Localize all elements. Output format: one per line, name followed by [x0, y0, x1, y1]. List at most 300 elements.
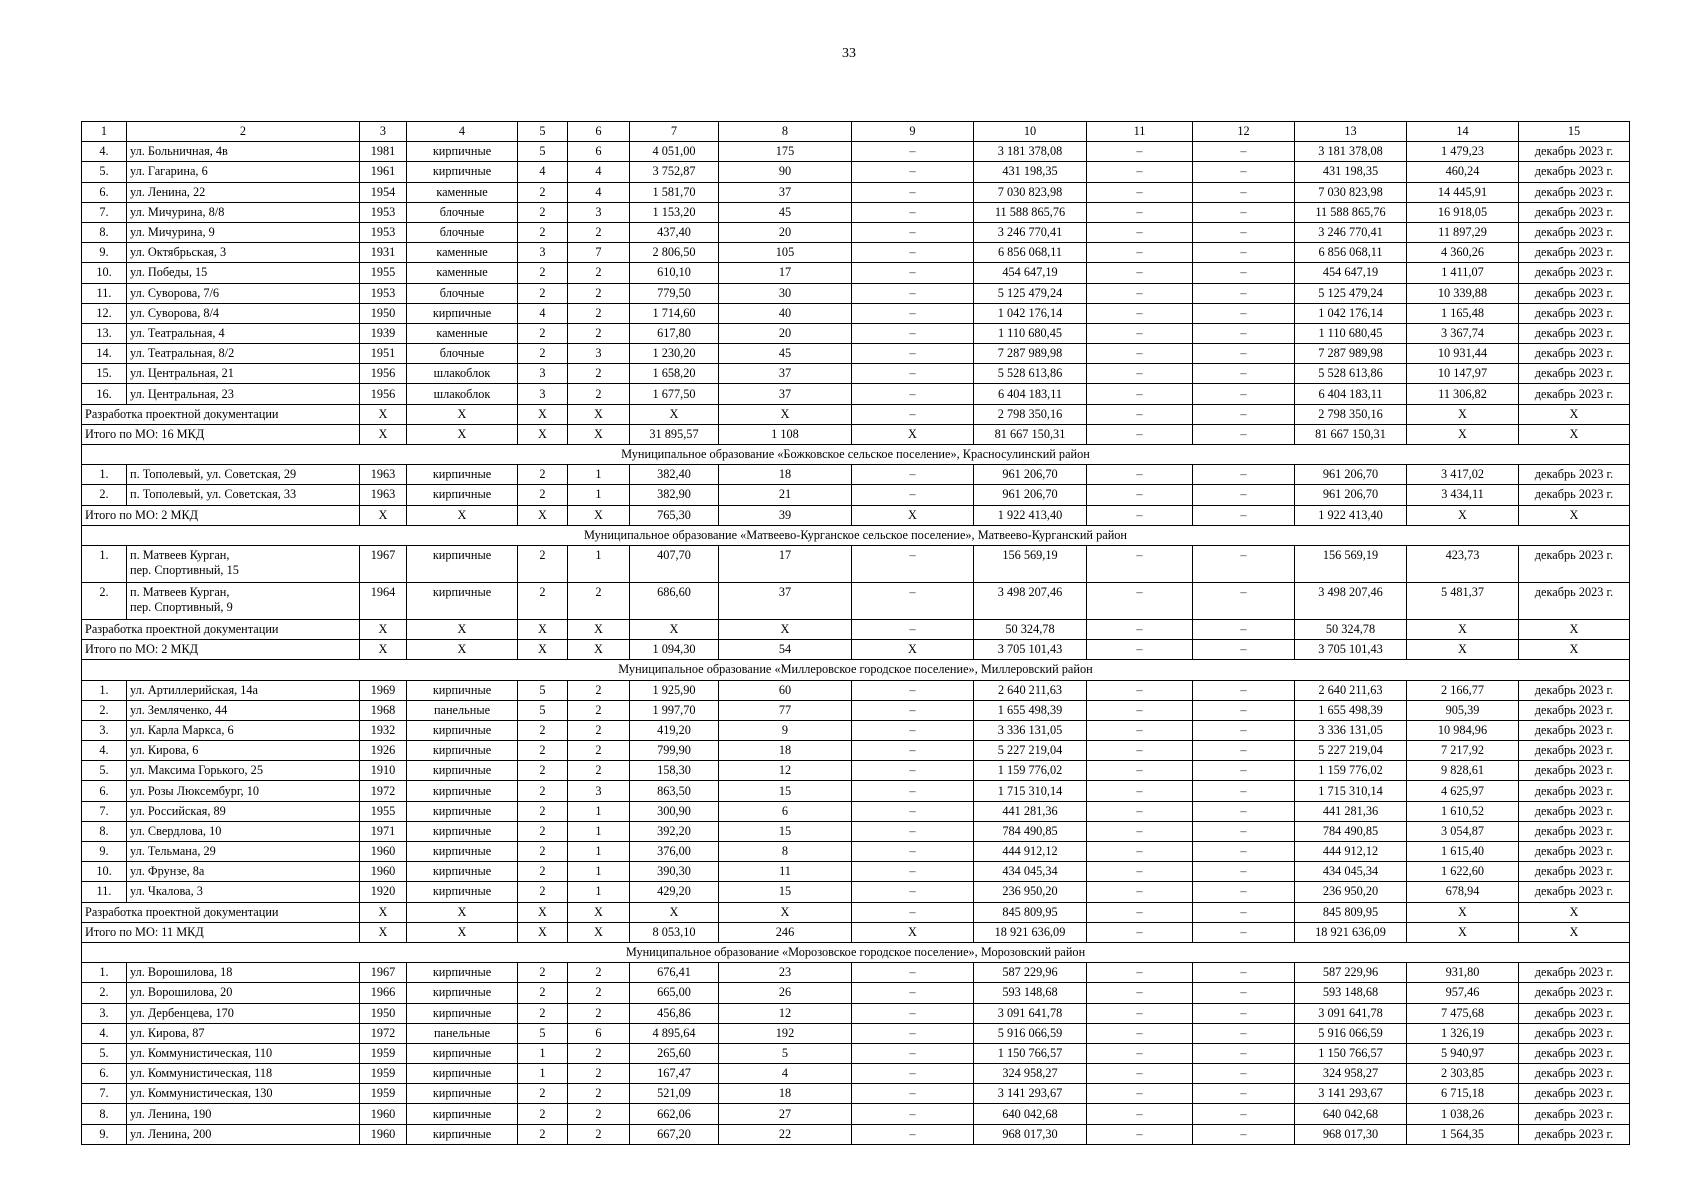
- table-cell: 5 227 219,04: [974, 741, 1087, 761]
- table-cell: 667,20: [630, 1124, 719, 1144]
- column-number-row: [82, 122, 1630, 142]
- address-cell: ул. Мичурина, 8/8: [127, 202, 360, 222]
- table-cell: –: [852, 182, 974, 202]
- table-cell: 444 912,12: [1295, 842, 1407, 862]
- table-cell: 265,60: [630, 1043, 719, 1063]
- table-cell: 156 569,19: [974, 545, 1087, 582]
- table-cell: –: [852, 862, 974, 882]
- summary-cell: X: [1519, 922, 1630, 942]
- table-cell: декабрь 2023 г.: [1519, 700, 1630, 720]
- table-cell: 1960: [360, 842, 407, 862]
- table-cell: декабрь 2023 г.: [1519, 182, 1630, 202]
- table-cell: 1: [568, 485, 630, 505]
- table-cell: 3 091 641,78: [974, 1003, 1087, 1023]
- table-cell: 3 336 131,05: [974, 720, 1087, 740]
- summary-cell: X: [852, 640, 974, 660]
- table-cell: 4: [518, 162, 568, 182]
- table-cell: 1960: [360, 1124, 407, 1144]
- housing-repair-table: [81, 121, 1630, 1145]
- table-cell: 2: [518, 741, 568, 761]
- table-row: [82, 465, 1630, 485]
- table-cell: декабрь 2023 г.: [1519, 821, 1630, 841]
- table-cell: –: [1087, 344, 1193, 364]
- table-cell: 300,90: [630, 801, 719, 821]
- table-cell: –: [1087, 821, 1193, 841]
- column-number: 3: [360, 122, 407, 142]
- table-cell: 5 528 613,86: [1295, 364, 1407, 384]
- table-cell: 2: [518, 485, 568, 505]
- table-cell: 382,40: [630, 465, 719, 485]
- table-cell: 686,60: [630, 582, 719, 619]
- table-cell: 9.: [82, 243, 127, 263]
- summary-cell: 2 798 350,16: [1295, 404, 1407, 424]
- table-cell: декабрь 2023 г.: [1519, 202, 1630, 222]
- table-cell: 7 217,92: [1407, 741, 1519, 761]
- table-cell: –: [1193, 781, 1295, 801]
- column-number: 13: [1295, 122, 1407, 142]
- table-cell: 665,00: [630, 983, 719, 1003]
- table-cell: 2: [518, 862, 568, 882]
- table-cell: 1959: [360, 1064, 407, 1084]
- table-cell: 2: [568, 1003, 630, 1023]
- table-cell: –: [1193, 485, 1295, 505]
- table-cell: 5.: [82, 162, 127, 182]
- summary-cell: 845 809,95: [974, 902, 1087, 922]
- table-cell: 2: [518, 323, 568, 343]
- table-cell: 1 159 776,02: [1295, 761, 1407, 781]
- table-cell: –: [1087, 545, 1193, 582]
- table-cell: кирпичные: [407, 1043, 518, 1063]
- table-row: [82, 741, 1630, 761]
- summary-cell: –: [1193, 922, 1295, 942]
- table-cell: 587 229,96: [974, 963, 1087, 983]
- table-cell: 1950: [360, 303, 407, 323]
- table-cell: –: [852, 781, 974, 801]
- table-cell: 9.: [82, 1124, 127, 1144]
- summary-cell: X: [1519, 640, 1630, 660]
- summary-cell: X: [518, 902, 568, 922]
- table-cell: 1971: [360, 821, 407, 841]
- table-cell: 11.: [82, 882, 127, 902]
- summary-cell: X: [719, 404, 852, 424]
- table-cell: 40: [719, 303, 852, 323]
- table-cell: 105: [719, 243, 852, 263]
- table-cell: 2: [518, 545, 568, 582]
- table-cell: 456,86: [630, 1003, 719, 1023]
- table-cell: 45: [719, 202, 852, 222]
- table-cell: 2: [568, 1064, 630, 1084]
- summary-cell: 18 921 636,09: [1295, 922, 1407, 942]
- table-cell: 1 581,70: [630, 182, 719, 202]
- table-cell: 1 658,20: [630, 364, 719, 384]
- table-cell: –: [1193, 882, 1295, 902]
- table-cell: декабрь 2023 г.: [1519, 680, 1630, 700]
- table-cell: 18: [719, 741, 852, 761]
- table-cell: –: [1087, 1023, 1193, 1043]
- table-cell: 779,50: [630, 283, 719, 303]
- table-cell: кирпичные: [407, 842, 518, 862]
- address-cell: ул. Больничная, 4в: [127, 142, 360, 162]
- table-cell: 454 647,19: [1295, 263, 1407, 283]
- table-cell: 22: [719, 1124, 852, 1144]
- table-cell: 6 404 183,11: [974, 384, 1087, 404]
- table-cell: 3 498 207,46: [1295, 582, 1407, 619]
- table-cell: 2: [518, 801, 568, 821]
- table-cell: 437,40: [630, 222, 719, 242]
- address-line-1: п. Матвеев Курган,: [130, 547, 230, 562]
- table-cell: 4.: [82, 142, 127, 162]
- table-cell: 18: [719, 465, 852, 485]
- table-cell: –: [1193, 182, 1295, 202]
- table-cell: 9: [719, 720, 852, 740]
- summary-cell: 18 921 636,09: [974, 922, 1087, 942]
- table-row: [82, 222, 1630, 242]
- summary-label: Итого по МО: 2 МКД: [82, 640, 360, 660]
- summary-cell: 3 705 101,43: [1295, 640, 1407, 660]
- table-cell: –: [852, 1064, 974, 1084]
- summary-cell: –: [1087, 619, 1193, 639]
- table-cell: каменные: [407, 182, 518, 202]
- column-number: 14: [1407, 122, 1519, 142]
- table-cell: 961 206,70: [974, 465, 1087, 485]
- table-cell: 5.: [82, 1043, 127, 1063]
- address-cell: ул. Театральная, 8/2: [127, 344, 360, 364]
- table-cell: 444 912,12: [974, 842, 1087, 862]
- table-cell: 7 287 989,98: [1295, 344, 1407, 364]
- section-heading: Муниципальное образование «Матвеево-Курганское сельское поселение», Матвеево-Курганский район: [82, 525, 1630, 545]
- table-cell: 37: [719, 364, 852, 384]
- summary-cell: X: [407, 505, 518, 525]
- table-row: [82, 842, 1630, 862]
- summary-cell: –: [1193, 404, 1295, 424]
- summary-row: [82, 619, 1630, 639]
- table-cell: 1 677,50: [630, 384, 719, 404]
- table-cell: 3 417,02: [1407, 465, 1519, 485]
- table-cell: 431 198,35: [974, 162, 1087, 182]
- table-cell: 784 490,85: [1295, 821, 1407, 841]
- table-cell: –: [1087, 680, 1193, 700]
- table-cell: 37: [719, 582, 852, 619]
- table-row: [82, 364, 1630, 384]
- table-row: [82, 781, 1630, 801]
- table-cell: 6.: [82, 781, 127, 801]
- summary-label: Разработка проектной документации: [82, 404, 360, 424]
- table-cell: 77: [719, 700, 852, 720]
- table-cell: 2: [568, 1104, 630, 1124]
- table-cell: декабрь 2023 г.: [1519, 243, 1630, 263]
- table-cell: 3: [568, 202, 630, 222]
- table-cell: 6: [568, 142, 630, 162]
- table-cell: 11 588 865,76: [1295, 202, 1407, 222]
- table-cell: 376,00: [630, 842, 719, 862]
- table-cell: 175: [719, 142, 852, 162]
- table-cell: –: [1087, 761, 1193, 781]
- table-row: [82, 1084, 1630, 1104]
- address-cell: ул. Свердлова, 10: [127, 821, 360, 841]
- summary-cell: X: [407, 424, 518, 444]
- table-cell: 37: [719, 182, 852, 202]
- table-cell: –: [1087, 182, 1193, 202]
- table-cell: кирпичные: [407, 680, 518, 700]
- table-cell: 2: [568, 983, 630, 1003]
- table-cell: –: [1087, 1043, 1193, 1063]
- table-cell: 2: [568, 720, 630, 740]
- table-cell: кирпичные: [407, 303, 518, 323]
- table-row: [82, 283, 1630, 303]
- table-cell: 2: [568, 1084, 630, 1104]
- table-cell: 2 640 211,63: [1295, 680, 1407, 700]
- summary-cell: 31 895,57: [630, 424, 719, 444]
- column-number: 6: [568, 122, 630, 142]
- table-cell: декабрь 2023 г.: [1519, 465, 1630, 485]
- summary-cell: –: [1193, 505, 1295, 525]
- summary-label: Разработка проектной документации: [82, 902, 360, 922]
- table-cell: 521,09: [630, 1084, 719, 1104]
- summary-row: [82, 640, 1630, 660]
- table-cell: декабрь 2023 г.: [1519, 741, 1630, 761]
- summary-cell: X: [568, 424, 630, 444]
- table-cell: 1 715 310,14: [974, 781, 1087, 801]
- table-cell: 2: [568, 1043, 630, 1063]
- summary-cell: 1 922 413,40: [1295, 505, 1407, 525]
- address-cell: ул. Суворова, 8/4: [127, 303, 360, 323]
- table-cell: 3 246 770,41: [974, 222, 1087, 242]
- summary-cell: –: [1193, 902, 1295, 922]
- table-cell: 2 640 211,63: [974, 680, 1087, 700]
- table-cell: декабрь 2023 г.: [1519, 983, 1630, 1003]
- table-cell: 1 038,26: [1407, 1104, 1519, 1124]
- table-cell: –: [852, 983, 974, 1003]
- table-cell: –: [1193, 1064, 1295, 1084]
- table-row: [82, 963, 1630, 983]
- summary-cell: X: [360, 640, 407, 660]
- summary-cell: X: [719, 902, 852, 922]
- table-row: [82, 303, 1630, 323]
- table-cell: 784 490,85: [974, 821, 1087, 841]
- address-line-2: пер. Спортивный, 9: [130, 599, 233, 614]
- table-cell: –: [852, 202, 974, 222]
- table-cell: –: [852, 323, 974, 343]
- table-cell: 460,24: [1407, 162, 1519, 182]
- table-cell: 15.: [82, 364, 127, 384]
- table-cell: –: [852, 761, 974, 781]
- table-cell: кирпичные: [407, 142, 518, 162]
- table-cell: кирпичные: [407, 882, 518, 902]
- table-cell: 1951: [360, 344, 407, 364]
- table-cell: декабрь 2023 г.: [1519, 545, 1630, 582]
- table-cell: 640 042,68: [1295, 1104, 1407, 1124]
- summary-cell: X: [568, 902, 630, 922]
- summary-cell: 845 809,95: [1295, 902, 1407, 922]
- table-cell: 10 931,44: [1407, 344, 1519, 364]
- table-cell: 60: [719, 680, 852, 700]
- table-cell: 6 856 068,11: [974, 243, 1087, 263]
- table-cell: –: [1087, 384, 1193, 404]
- table-cell: –: [1087, 1003, 1193, 1023]
- table-cell: –: [852, 842, 974, 862]
- summary-cell: 1 094,30: [630, 640, 719, 660]
- table-cell: 2: [518, 465, 568, 485]
- table-cell: 10.: [82, 862, 127, 882]
- table-cell: 2: [568, 1124, 630, 1144]
- summary-row: [82, 922, 1630, 942]
- table-cell: 1 042 176,14: [1295, 303, 1407, 323]
- table-cell: 1931: [360, 243, 407, 263]
- table-cell: 1.: [82, 963, 127, 983]
- table-cell: –: [852, 465, 974, 485]
- table-cell: –: [1087, 801, 1193, 821]
- address-cell: ул. Российская, 89: [127, 801, 360, 821]
- table-cell: –: [1193, 1104, 1295, 1124]
- summary-cell: 50 324,78: [974, 619, 1087, 639]
- table-row: [82, 323, 1630, 343]
- table-cell: 2: [518, 1104, 568, 1124]
- table-cell: декабрь 2023 г.: [1519, 283, 1630, 303]
- summary-cell: X: [518, 505, 568, 525]
- table-cell: 27: [719, 1104, 852, 1124]
- summary-cell: X: [1407, 922, 1519, 942]
- table-cell: 593 148,68: [974, 983, 1087, 1003]
- table-cell: 1968: [360, 700, 407, 720]
- table-cell: 2 303,85: [1407, 1064, 1519, 1084]
- table-cell: 1 655 498,39: [1295, 700, 1407, 720]
- table-cell: 1: [518, 1064, 568, 1084]
- table-cell: 2: [568, 700, 630, 720]
- table-cell: каменные: [407, 243, 518, 263]
- table-cell: 1 110 680,45: [974, 323, 1087, 343]
- table-cell: –: [1193, 344, 1295, 364]
- table-row: [82, 582, 1630, 619]
- table-cell: 90: [719, 162, 852, 182]
- summary-cell: X: [360, 505, 407, 525]
- address-cell: ул. Ворошилова, 18: [127, 963, 360, 983]
- table-cell: кирпичные: [407, 1104, 518, 1124]
- table-cell: декабрь 2023 г.: [1519, 720, 1630, 740]
- table-row: [82, 162, 1630, 182]
- table-cell: –: [1193, 761, 1295, 781]
- table-cell: 434 045,34: [974, 862, 1087, 882]
- address-cell: ул. Артиллерийская, 14а: [127, 680, 360, 700]
- table-cell: декабрь 2023 г.: [1519, 1124, 1630, 1144]
- table-cell: 7 030 823,98: [1295, 182, 1407, 202]
- table-cell: –: [1193, 741, 1295, 761]
- table-cell: –: [852, 801, 974, 821]
- table-cell: 1954: [360, 182, 407, 202]
- table-cell: –: [1087, 1124, 1193, 1144]
- table-cell: кирпичные: [407, 801, 518, 821]
- table-cell: 12.: [82, 303, 127, 323]
- table-cell: 5: [518, 680, 568, 700]
- table-cell: –: [1087, 1084, 1193, 1104]
- address-cell: ул. Чкалова, 3: [127, 882, 360, 902]
- table-cell: –: [1087, 963, 1193, 983]
- summary-cell: X: [1407, 404, 1519, 424]
- table-cell: 957,46: [1407, 983, 1519, 1003]
- table-cell: –: [852, 384, 974, 404]
- table-cell: 192: [719, 1023, 852, 1043]
- table-cell: 15: [719, 821, 852, 841]
- table-cell: кирпичные: [407, 781, 518, 801]
- table-cell: –: [1193, 303, 1295, 323]
- table-cell: 4 625,97: [1407, 781, 1519, 801]
- summary-cell: 81 667 150,31: [1295, 424, 1407, 444]
- table-cell: 4.: [82, 741, 127, 761]
- table-cell: –: [1087, 1064, 1193, 1084]
- table-cell: 2: [518, 222, 568, 242]
- table-cell: –: [1087, 202, 1193, 222]
- table-cell: 4 895,64: [630, 1023, 719, 1043]
- table-cell: декабрь 2023 г.: [1519, 781, 1630, 801]
- summary-cell: X: [1407, 902, 1519, 922]
- table-cell: 3 141 293,67: [974, 1084, 1087, 1104]
- table-cell: 1961: [360, 162, 407, 182]
- summary-cell: X: [360, 404, 407, 424]
- table-cell: 4: [518, 303, 568, 323]
- table-cell: 6 404 183,11: [1295, 384, 1407, 404]
- table-cell: 1 479,23: [1407, 142, 1519, 162]
- table-cell: 3 498 207,46: [974, 582, 1087, 619]
- table-cell: декабрь 2023 г.: [1519, 142, 1630, 162]
- summary-cell: X: [568, 640, 630, 660]
- table-cell: декабрь 2023 г.: [1519, 761, 1630, 781]
- section-heading: Муниципальное образование «Миллеровское городское поселение», Миллеровский район: [82, 660, 1630, 680]
- table-cell: 2: [568, 263, 630, 283]
- table-cell: 1 150 766,57: [974, 1043, 1087, 1063]
- table-cell: шлакоблок: [407, 364, 518, 384]
- table-cell: 2: [568, 741, 630, 761]
- table-cell: 2: [568, 303, 630, 323]
- table-cell: –: [1087, 323, 1193, 343]
- summary-cell: X: [630, 404, 719, 424]
- table-cell: 2: [568, 323, 630, 343]
- address-cell: ул. Ленина, 22: [127, 182, 360, 202]
- table-cell: декабрь 2023 г.: [1519, 1003, 1630, 1023]
- table-cell: декабрь 2023 г.: [1519, 582, 1630, 619]
- table-cell: 1 655 498,39: [974, 700, 1087, 720]
- table-cell: 1972: [360, 781, 407, 801]
- table-cell: 1 230,20: [630, 344, 719, 364]
- summary-cell: X: [407, 922, 518, 942]
- table-cell: кирпичные: [407, 485, 518, 505]
- summary-cell: –: [852, 404, 974, 424]
- summary-cell: X: [630, 619, 719, 639]
- summary-cell: –: [852, 902, 974, 922]
- table-cell: 1963: [360, 465, 407, 485]
- table-cell: 10 984,96: [1407, 720, 1519, 740]
- section-heading: Муниципальное образование «Морозовское городское поселение», Морозовский район: [82, 942, 1630, 962]
- table-cell: 1.: [82, 680, 127, 700]
- table-cell: декабрь 2023 г.: [1519, 263, 1630, 283]
- table-cell: 662,06: [630, 1104, 719, 1124]
- table-cell: кирпичные: [407, 761, 518, 781]
- table-cell: 7.: [82, 1084, 127, 1104]
- table-row: [82, 142, 1630, 162]
- table-cell: 4 051,00: [630, 142, 719, 162]
- table-cell: декабрь 2023 г.: [1519, 862, 1630, 882]
- table-cell: 1: [568, 821, 630, 841]
- table-cell: –: [1193, 1043, 1295, 1063]
- table-cell: –: [1193, 1003, 1295, 1023]
- table-cell: 1932: [360, 720, 407, 740]
- table-row: [82, 545, 1630, 582]
- table-cell: 2: [518, 882, 568, 902]
- address-cell: п. Тополевый, ул. Советская, 29: [127, 465, 360, 485]
- table-cell: –: [852, 1043, 974, 1063]
- table-cell: 11 588 865,76: [974, 202, 1087, 222]
- table-cell: каменные: [407, 323, 518, 343]
- table-cell: 1939: [360, 323, 407, 343]
- table-cell: кирпичные: [407, 963, 518, 983]
